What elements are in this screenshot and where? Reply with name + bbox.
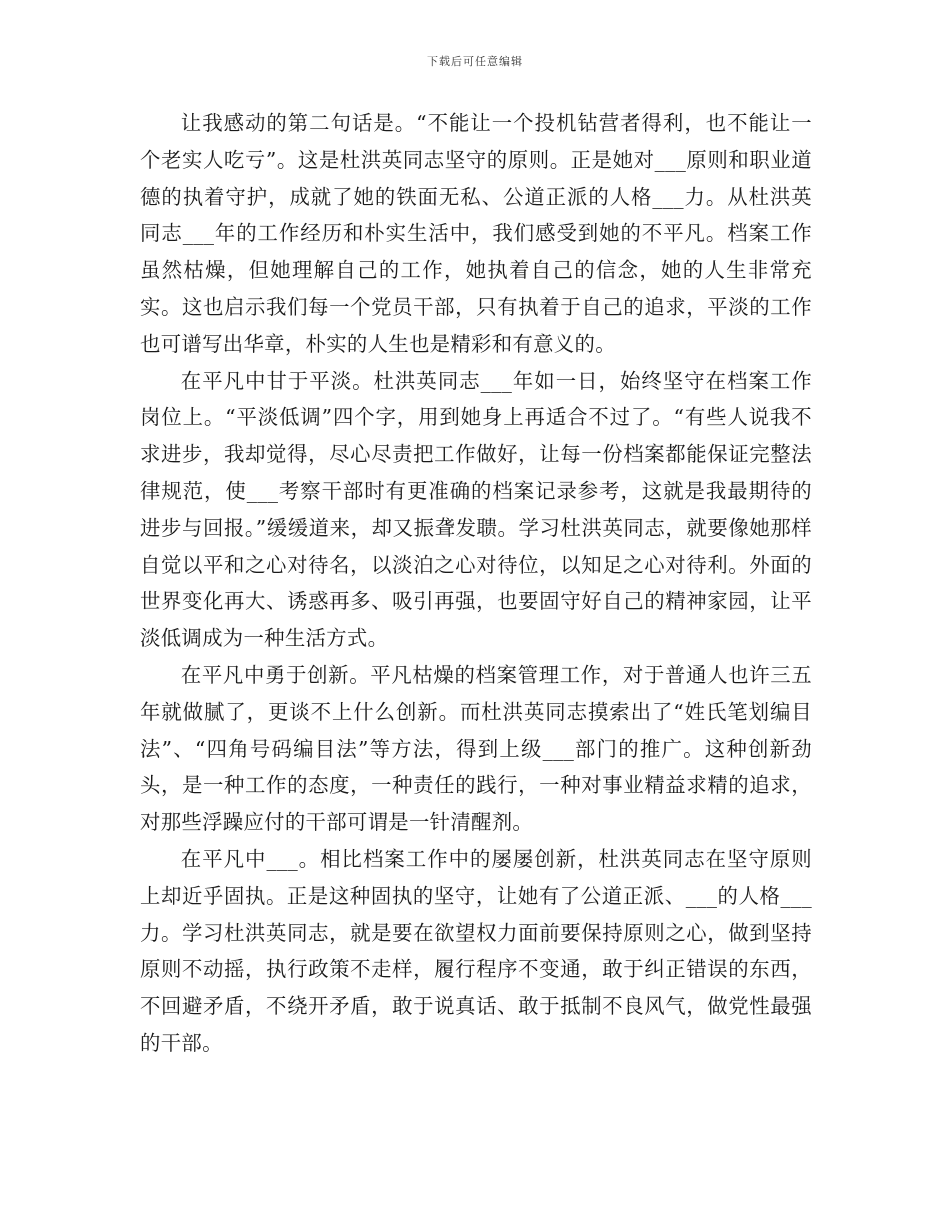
paragraph-4: 在平凡中___。相比档案工作中的屡屡创新，杜洪英同志在坚守原则上却近乎固执。正是这种固执的坚守，让她有了公道正派、___的人格___力。学习杜洪英同志，就是要在欲望权力面前要保持原则之心，做到坚持原则不动摇，执行政策不走样，履行程序不变通，敢于纠正错误的东西，不回避矛盾，不绕开矛盾，敢于说真话、敢于抵制不良风气，做党性最强的干部。: [140, 846, 812, 1055]
paragraph-1: 让我感动的第二句话是。“不能让一个投机钻营者得利，也不能让一个老实人吃亏”。这是杜洪英同志坚守的原则。正是她对___原则和职业道德的执着守护，成就了她的铁面无私、公道正派的人格___力。从杜洪英同志___年的工作经历和朴实生活中，我们感受到她的不平凡。档案工作虽然枯燥，但她理解自己的工作，她执着自己的信念，她的人生非常充实。这也启示我们每一个党员干部，只有执着于自己的追求，平淡的工作也可谱写出华章，朴实的人生也是精彩和有意义的。: [140, 111, 812, 356]
page-header: 下载后可任意编辑: [427, 55, 523, 68]
document-body: [140, 105, 812, 1062]
paragraph-3: 在平凡中勇于创新。平凡枯燥的档案管理工作，对于普通人也许三五年就做腻了，更谈不上什么创新。而杜洪英同志摸索出了“姓氏笔划编目法”、“四角号码编目法”等方法，得到上级___部门的推广。这种创新劲头，是一种工作的态度，一种责任的践行，一种对事业精益求精的追求，对那些浮躁应付的干部可谓是一针清醒剂。: [140, 662, 812, 835]
paragraph-2: 在平凡中甘于平淡。杜洪英同志___年如一日，始终坚守在档案工作岗位上。“平淡低调”四个字，用到她身上再适合不过了。“有些人说我不求进步，我却觉得，尽心尽责把工作做好，让每一份档案都能保证完整法律规范，使___考察干部时有更准确的档案记录参考，这就是我最期待的进步与回报。”缓缓道来，却又振聋发聩。学习杜洪英同志，就要像她那样自觉以平和之心对待名，以淡泊之心对待位，以知足之心对待利。外面的世界变化再大、诱惑再多、吸引再强，也要固守好自己的精神家园，让平淡低调成为一种生活方式。: [140, 368, 812, 651]
